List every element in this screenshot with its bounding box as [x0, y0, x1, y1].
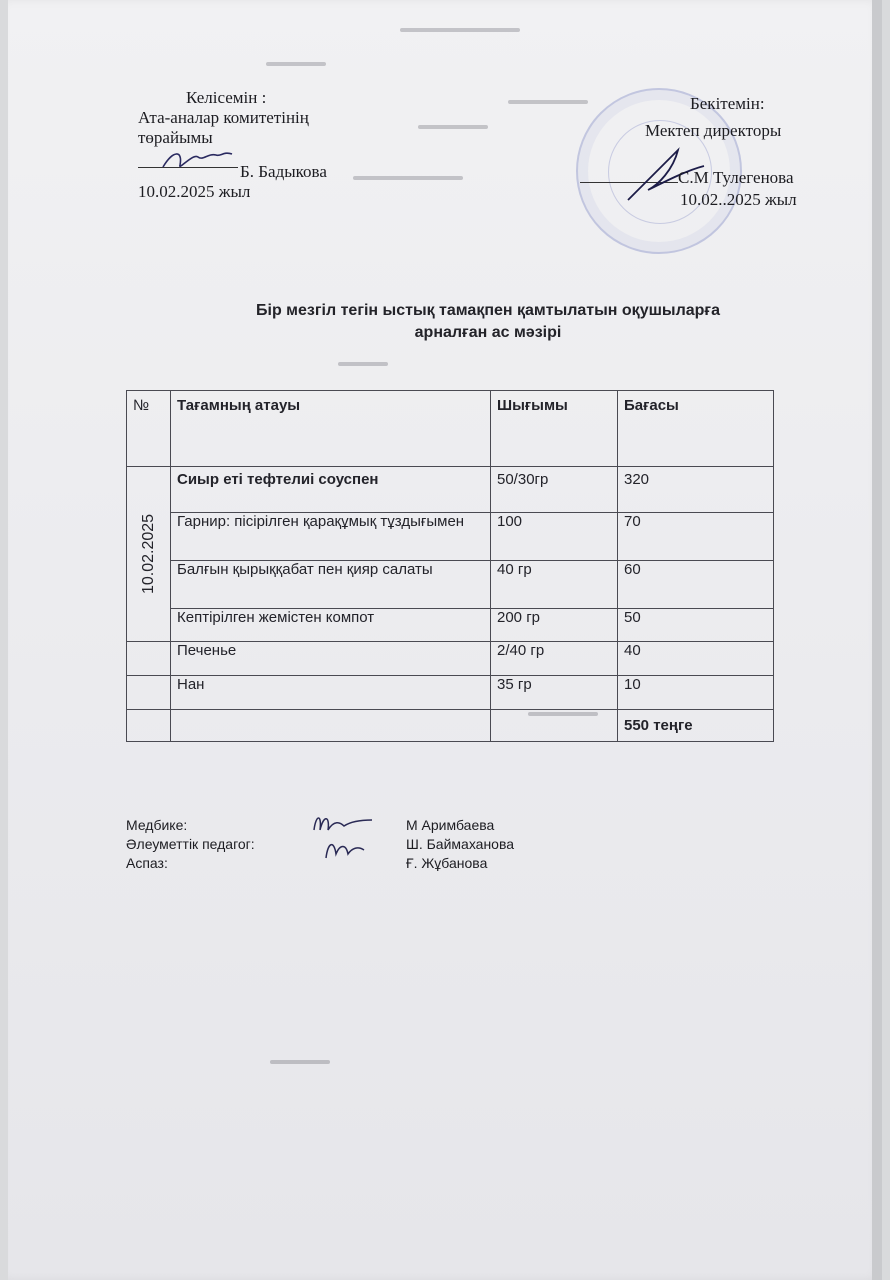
dish-name: Гарнир: пісірілген қарақұмық тұздығымен: [171, 513, 491, 561]
dish-name: Сиыр еті тефтелиі соуспен: [171, 467, 491, 513]
approval-right-date: 10.02..2025 жыл: [680, 190, 797, 209]
approval-left-committee: Ата-аналар комитетінің: [138, 108, 309, 127]
approval-left-date: 10.02.2025 жыл: [138, 182, 251, 201]
table-row: [127, 642, 774, 676]
menu-date: 10.02.2025: [139, 513, 157, 595]
table-header-row: [127, 391, 774, 467]
page-title: [178, 300, 798, 344]
signature-badykova: [158, 145, 238, 173]
title-line-2: арналған ас мәзірі: [414, 324, 562, 341]
approval-right-director: Мектеп директоры: [645, 121, 782, 140]
dish-name: Балғын қырыққабат пен қияр салаты: [171, 561, 491, 609]
name-nurse: М Аримбаева: [406, 817, 495, 833]
total-price: 550 теңге: [618, 710, 774, 742]
document-page: [8, 0, 882, 1280]
role-nurse: Медбике:: [126, 817, 188, 833]
table-row: [127, 609, 774, 642]
approval-right-label: Бекітемін:: [690, 94, 765, 113]
table-total-row: [127, 710, 774, 742]
dish-yield: 200 гр: [491, 609, 618, 642]
dish-yield: 2/40 гр: [491, 642, 618, 676]
dish-name: Кептірілген жемістен компот: [171, 609, 491, 642]
table-row: [127, 561, 774, 609]
table-row: [127, 676, 774, 710]
dish-price: 10: [618, 676, 774, 710]
header-number: №: [127, 391, 171, 467]
dish-yield: 100: [491, 513, 618, 561]
dish-price: 320: [618, 467, 774, 513]
dish-price: 40: [618, 642, 774, 676]
menu-table: [126, 390, 774, 742]
dish-yield: 40 гр: [491, 561, 618, 609]
header-yield: Шығымы: [491, 391, 618, 467]
page-edge: [872, 0, 882, 1280]
dish-price: 50: [618, 609, 774, 642]
role-cook: Аспаз:: [126, 855, 168, 871]
header-dish-name: Тағамның атауы: [171, 391, 491, 467]
approval-left-name: Б. Бадыкова: [240, 162, 327, 181]
role-social-pedagogue: Әлеуметтік педагог:: [126, 836, 255, 852]
dish-price: 70: [618, 513, 774, 561]
signatures-handwritten: [306, 808, 378, 860]
date-cell: [127, 467, 171, 642]
table-row: [127, 467, 774, 513]
dish-name: Печенье: [171, 642, 491, 676]
dish-yield: 35 гр: [491, 676, 618, 710]
dish-price: 60: [618, 561, 774, 609]
approval-left-label: Келісемін :: [186, 88, 267, 107]
dish-name: Нан: [171, 676, 491, 710]
name-social-pedagogue: Ш. Баймаханова: [406, 836, 515, 852]
table-row: [127, 513, 774, 561]
approval-left-chair: төрайымы: [138, 128, 213, 147]
name-cook: Ғ. Жұбанова: [406, 855, 488, 871]
header-price: Бағасы: [618, 391, 774, 467]
title-line-1: Бір мезгіл тегін ыстық тамақпен қамтылатын оқушыларға: [256, 302, 720, 319]
dish-yield: 50/30гр: [491, 467, 618, 513]
approval-right-name: С.М Тулегенова: [678, 168, 794, 187]
